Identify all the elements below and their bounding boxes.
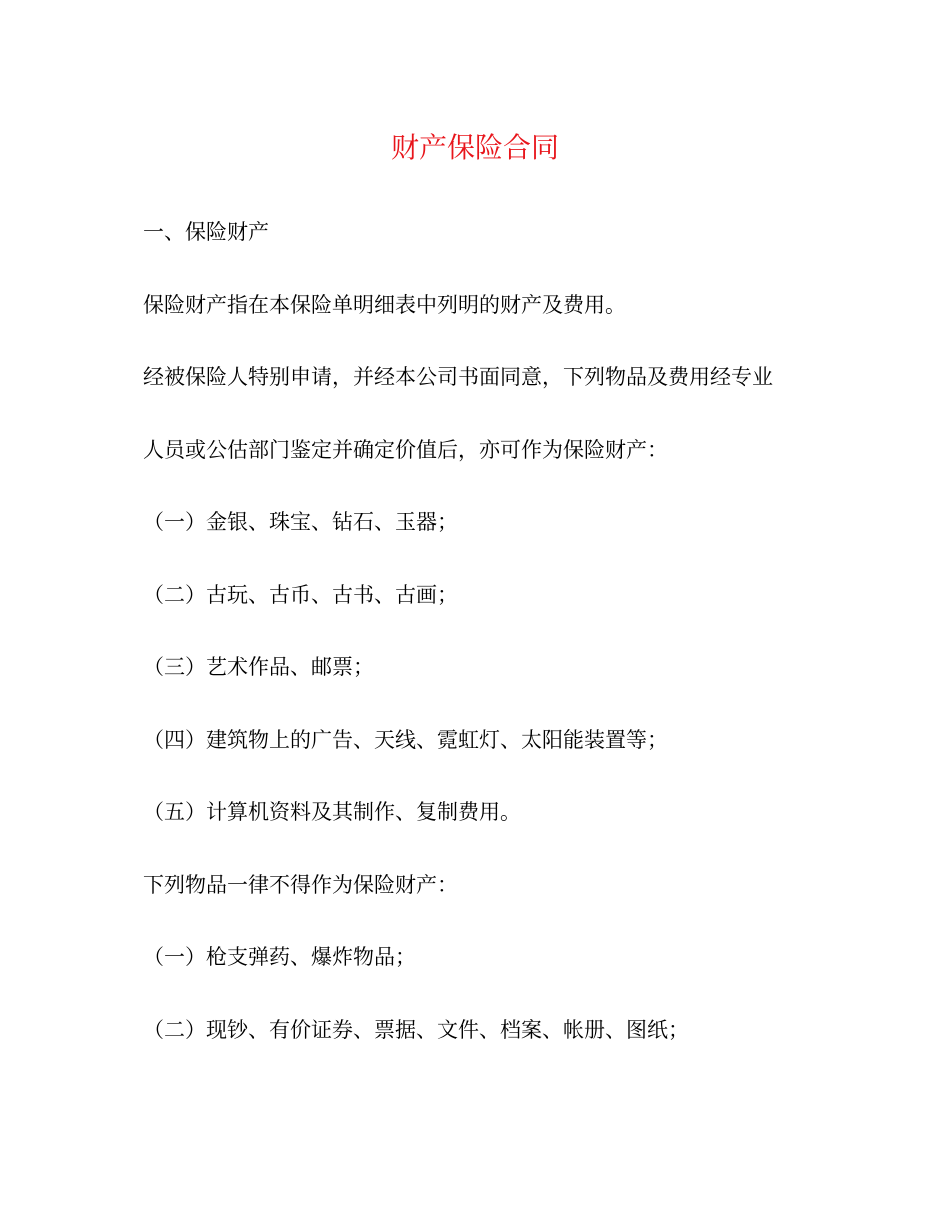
list-item-antiques: （二）古玩、古币、古书、古画； <box>143 582 458 607</box>
list-item-artworks-stamps: （三）艺术作品、邮票； <box>143 655 374 679</box>
document-title: 财产保险合同 <box>390 131 559 164</box>
section-heading-insured-property: 一、保险财产 <box>143 220 269 244</box>
paragraph-excluded-property: 下列物品一律不得作为保险财产： <box>143 872 458 897</box>
document-body <box>143 212 823 1082</box>
paragraph-special-application-line-1: 经被保险人特别申请，并经本公司书面同意，下列物品及费用经专业 <box>143 365 773 389</box>
list-item-firearms-explosives: （一）枪支弹药、爆炸物品； <box>143 945 416 969</box>
list-item-gold-jewelry: （一）金银、珠宝、钻石、玉器； <box>143 510 458 534</box>
paragraph-special-application-line-2: 人员或公估部门鉴定并确定价值后，亦可作为保险财产： <box>143 437 668 462</box>
list-item-cash-securities: （二）现钞、有价证券、票据、文件、档案、帐册、图纸； <box>143 1017 689 1042</box>
list-item-building-attachments: （四）建筑物上的广告、天线、霓虹灯、太阳能装置等； <box>143 727 668 752</box>
list-item-computer-data: （五）计算机资料及其制作、复制费用。 <box>143 800 521 824</box>
paragraph-insured-property-definition: 保险财产指在本保险单明细表中列明的财产及费用。 <box>143 292 626 317</box>
